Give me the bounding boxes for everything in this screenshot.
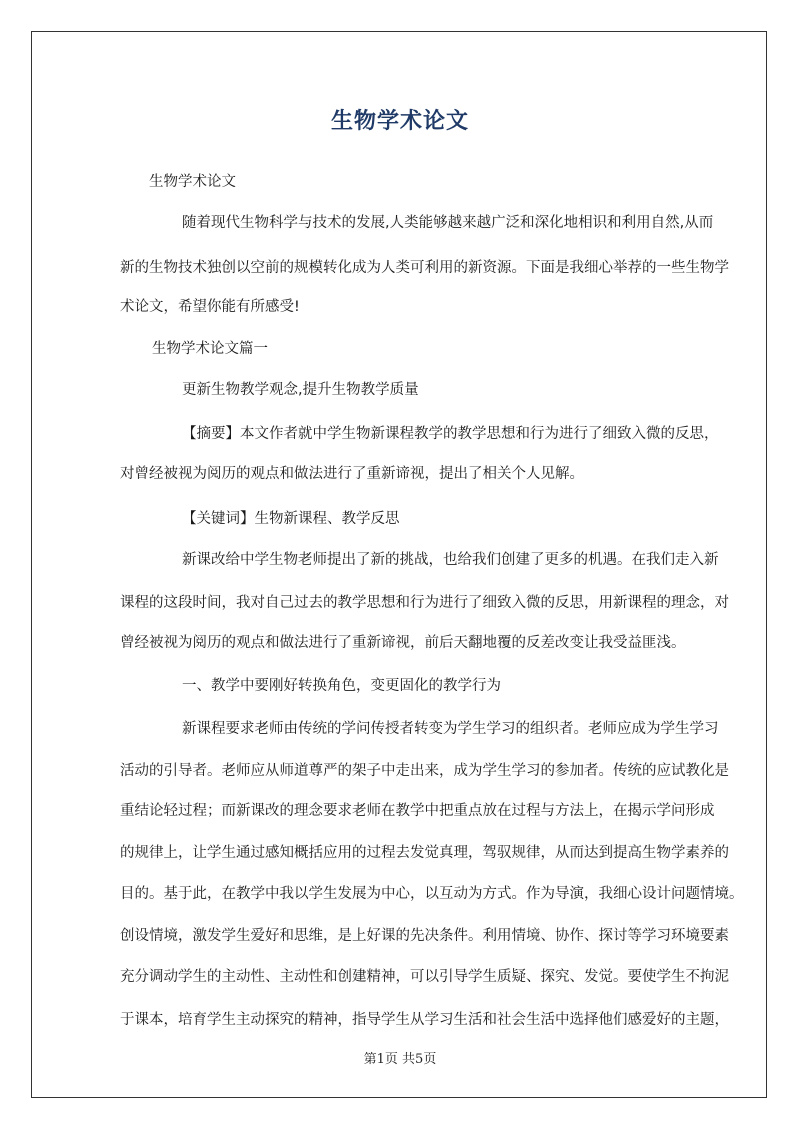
paragraph-line: 充分调动学生的主动性、主动性和创建精神，可以引导学生质疑、探究、发觉。要使学生不拘泥 xyxy=(120,969,729,985)
section-heading: 生物学术论文篇一 xyxy=(152,341,268,357)
keywords-line: 【关键词】生物新课程、教学反思 xyxy=(182,511,400,527)
paragraph-line: 术论文，希望你能有所感受! xyxy=(120,299,300,315)
paragraph-line: 的规律上，让学生通过感知概括应用的过程去发觉真理，驾驭规律，从而达到提高生物学素养的 xyxy=(120,845,729,861)
paragraph-line: 目的。基于此，在教学中我以学生发展为中心，以互动为方式。作为导演，我细心设计问题情境。 xyxy=(120,886,744,902)
paragraph-line: 于课本，培育学生主动探究的精神，指导学生从学习生活和社会生活中选择他们感爱好的主题， xyxy=(120,1012,729,1028)
paragraph-line: 课程的这段时间，我对自己过去的教学思想和行为进行了细致入微的反思，用新课程的理念，对 xyxy=(120,595,729,611)
abstract-line: 【摘要】本文作者就中学生物新课程教学的教学思想和行为进行了细致入微的反思， xyxy=(182,426,719,442)
page-footer: 第1页 共5页 xyxy=(363,1052,437,1067)
paragraph-line: 新课程要求老师由传统的学问传授者转变为学生学习的组织者。老师应成为学生学习 xyxy=(182,721,719,737)
paragraph-line: 创设情境，激发学生爱好和思维，是上好课的先决条件。利用情境、协作、探讨等学习环境要素 xyxy=(120,928,729,944)
paragraph-line: 新课改给中学生物老师提出了新的挑战，也给我们创建了更多的机遇。在我们走入新 xyxy=(182,552,719,568)
paragraph-line: 重结论轻过程；而新课改的理念要求老师在教学中把重点放在过程与方法上，在揭示学问形成 xyxy=(120,803,715,819)
section-heading: 一、教学中要刚好转换角色，变更固化的教学行为 xyxy=(182,678,501,694)
article-title: 更新生物教学观念,提升生物教学质量 xyxy=(182,382,419,398)
document-title: 生物学术论文 xyxy=(330,109,469,134)
document-subtitle: 生物学术论文 xyxy=(149,174,236,190)
abstract-line: 对曾经被视为阅历的观点和做法进行了重新谛视，提出了相关个人见解。 xyxy=(120,466,584,482)
paragraph-line: 曾经被视为阅历的观点和做法进行了重新谛视，前后天翻地覆的反差改变让我受益匪浅。 xyxy=(120,635,686,651)
paragraph-line: 新的生物技术独创以空前的规模转化成为人类可利用的新资源。下面是我细心举荐的一些生物学 xyxy=(120,260,729,276)
paragraph-line: 随着现代生物科学与技术的发展,人类能够越来越广泛和深化地相识和利用自然,从而 xyxy=(182,215,714,231)
paragraph-line: 活动的引导者。老师应从师道尊严的架子中走出来，成为学生学习的参加者。传统的应试教化是 xyxy=(120,763,729,779)
